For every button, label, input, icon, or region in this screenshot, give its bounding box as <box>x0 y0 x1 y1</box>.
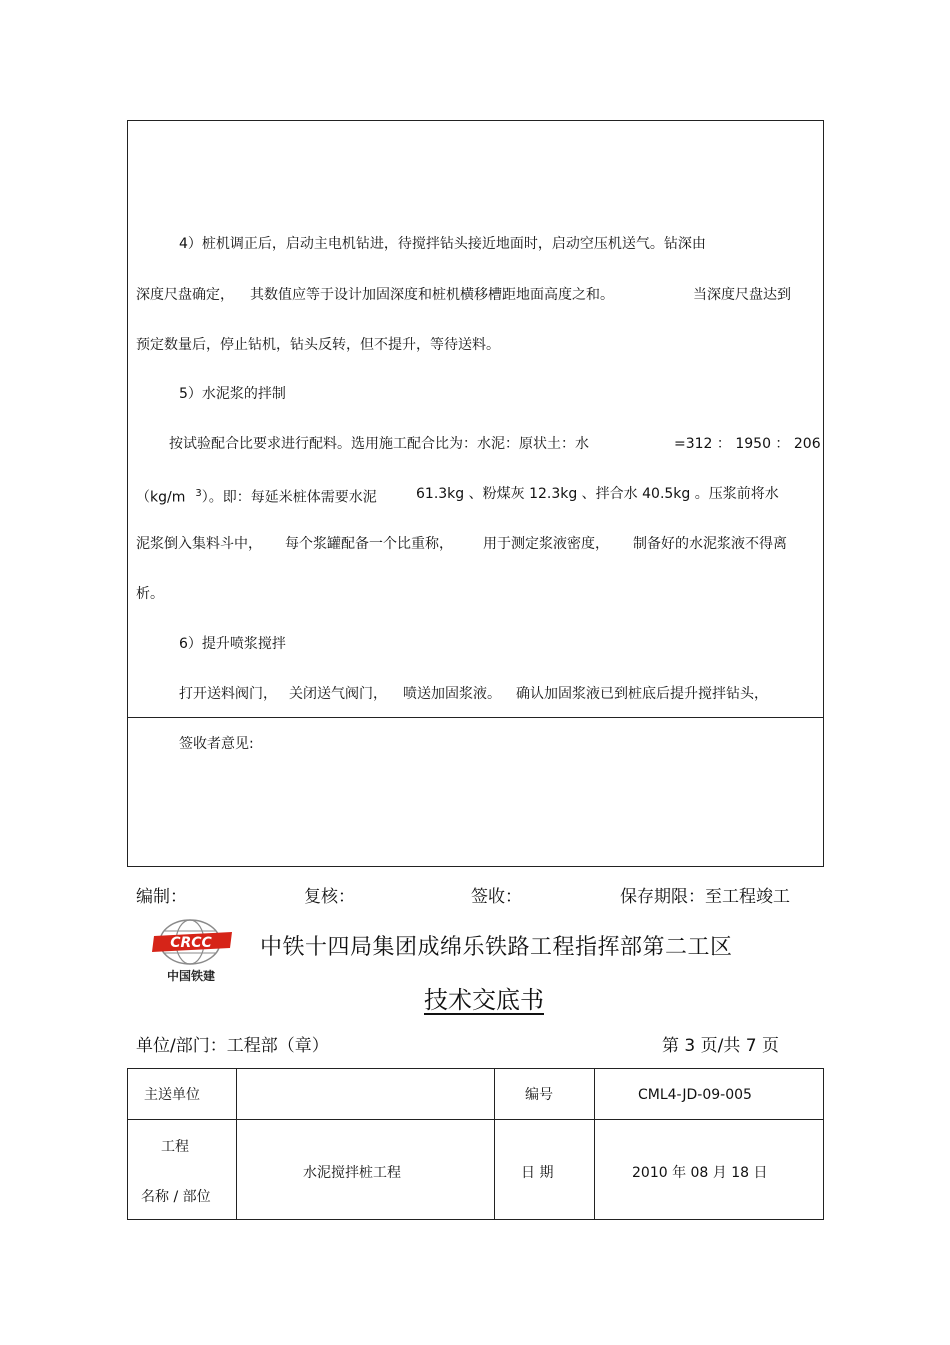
p4-line3: 预定数量后，停止钻机，钻头反转，但不提升，等待送料。 <box>136 337 500 353</box>
crcc-logo <box>150 918 236 984</box>
org-title: 中铁十四局集团成绵乐铁路工程指挥部第二工区 <box>260 935 733 960</box>
crcc-logo-icon <box>150 918 236 984</box>
send-unit-label: 主送单位 <box>144 1087 200 1103</box>
unit-department: 单位/部门：工程部（章） <box>136 1036 329 1056</box>
unit-superscript: 3 <box>195 488 202 499</box>
footer-retention: 保存期限：至工程竣工 <box>620 887 790 907</box>
p5-line2c: 61.3kg 、粉煤灰 12.3kg 、拌合水 40.5kg 。压浆前将水 <box>416 486 779 502</box>
table-col-divider-1 <box>236 1068 237 1220</box>
table-col-divider-3 <box>594 1068 595 1220</box>
number-label: 编号 <box>525 1087 553 1103</box>
p5-line2a <box>136 486 377 506</box>
page-info: 第 3 页/共 7 页 <box>662 1036 779 1056</box>
receiver-opinion-label: 签收者意见: <box>179 736 254 752</box>
p5-line3c: 用于测定浆液密度， <box>483 536 609 552</box>
table-col-divider-2 <box>494 1068 495 1220</box>
p6-line1b: 关闭送气阀门， <box>289 686 387 702</box>
date-label: 日 期 <box>521 1165 554 1181</box>
p4-line1: 4）桩机调正后，启动主电机钻进，待搅拌钻头接近地面时，启动空压机送气。钻深由 <box>179 236 706 252</box>
project-label-line2: 名称 / 部位 <box>141 1189 211 1205</box>
doc-title: 技术交底书 <box>424 986 544 1014</box>
p4-line2b: 其数值应等于设计加固深度和桩机横移槽距地面高度之和。 <box>250 287 614 303</box>
p5-line3d: 制备好的水泥浆液不得离 <box>633 536 787 552</box>
opinion-divider <box>127 717 824 718</box>
p6-line1d: 确认加固浆液已到桩底后提升搅拌钻头， <box>516 686 768 702</box>
p5-line1b: =312 ： 1950 ： 206 <box>674 436 821 452</box>
table-row-divider <box>127 1119 824 1120</box>
date-value: 2010 年 08 月 18 日 <box>632 1165 768 1181</box>
number-value: CML4-JD-09-005 <box>638 1087 752 1103</box>
footer-compile: 编制： <box>136 887 187 907</box>
project-value: 水泥搅拌桩工程 <box>303 1165 401 1181</box>
p5-heading: 5）水泥浆的拌制 <box>179 386 286 402</box>
project-label-line1: 工程 <box>161 1139 189 1155</box>
logo-caption: 中国铁建 <box>166 969 216 983</box>
p6-line1a: 打开送料阀门， <box>179 686 277 702</box>
unit-text: （kg/m <box>136 489 186 506</box>
p4-line2c: 当深度尺盘达到 <box>693 287 791 303</box>
p5-line2b: ）。即：每延米桩体需要水泥 <box>201 489 377 506</box>
footer-receive: 签收： <box>471 887 522 907</box>
p5-line3a: 泥浆倒入集料斗中， <box>136 536 262 552</box>
footer-review: 复核： <box>304 887 355 907</box>
p5-line4: 析。 <box>136 586 164 602</box>
p5-line1a: 按试验配合比要求进行配料。选用施工配合比为：水泥：原状土：水 <box>169 436 589 452</box>
p4-line2a: 深度尺盘确定， <box>136 287 234 303</box>
p5-line3b: 每个浆罐配备一个比重称， <box>285 536 453 552</box>
logo-mark-text: CRCC <box>170 935 212 951</box>
p6-heading: 6）提升喷浆搅拌 <box>179 636 286 652</box>
p6-line1c: 喷送加固浆液。 <box>403 686 501 702</box>
